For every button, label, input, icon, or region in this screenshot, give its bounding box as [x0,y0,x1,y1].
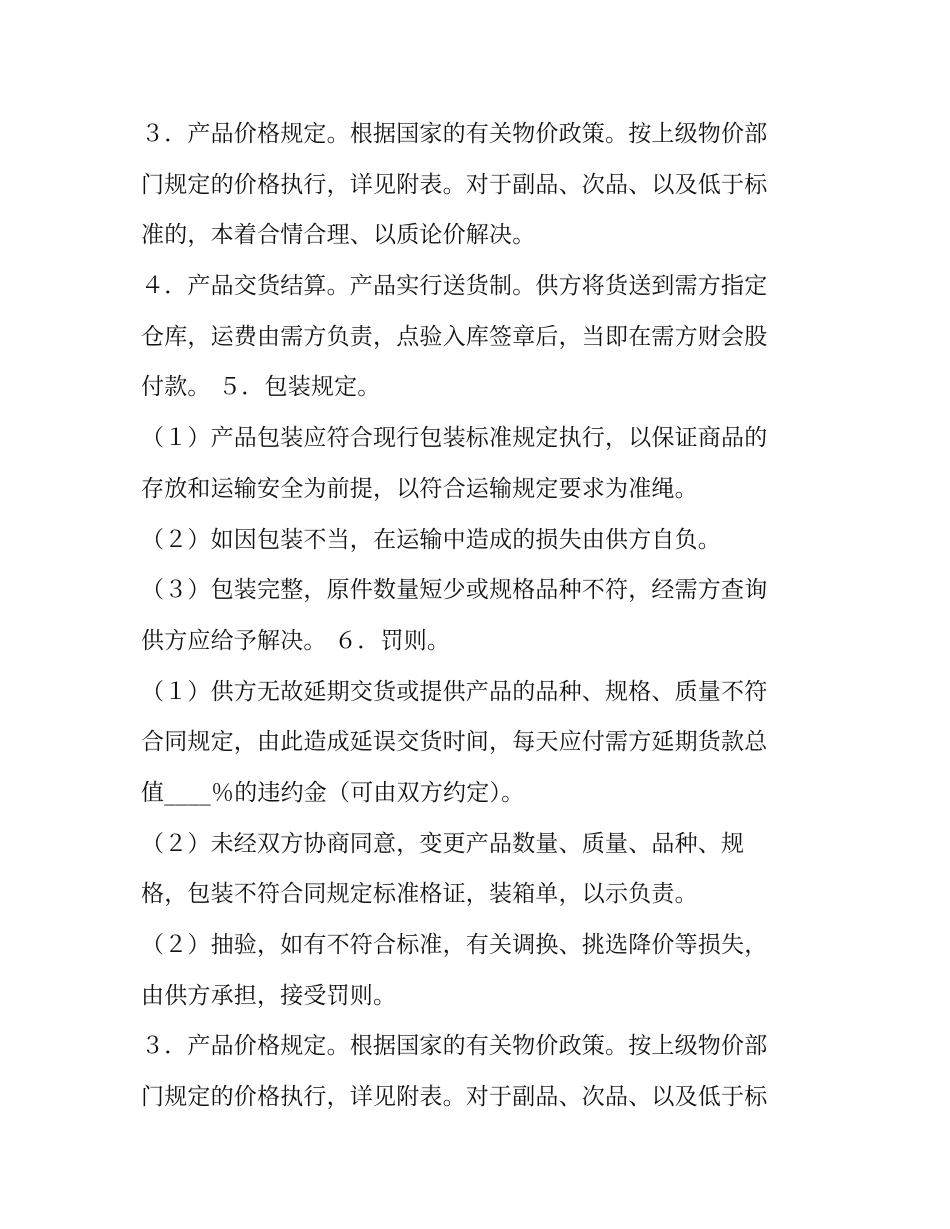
text-line-4: ４．产品交货结算。产品实行送货制。供方将货送到需方指定 [141,273,768,300]
text-line-7: （１）产品包装应符合现行包装标准规定执行，以保证商品的 [141,425,768,452]
text-line-9: （２）如因包装不当，在运输中造成的损失由供方自负。 [141,526,721,553]
text-line-11: 供方应给予解决。 ６．罚则。 [141,627,451,654]
text-line-13: 合同规定，由此造成延误交货时间，每天应付需方延期货款总 [141,729,768,756]
text-line-19: ３．产品价格规定。根据国家的有关物价政策。按上级物价部 [141,1033,768,1060]
text-line-5: 仓库，运费由需方负责，点验入库签章后，当即在需方财会股 [141,323,768,350]
text-line-15: （２）未经双方协商同意，变更产品数量、质量、品种、规 [141,830,745,857]
text-line-2: 门规定的价格执行，详见附表。对于副品、次品、以及低于标 [141,171,768,198]
text-line-18: 由供方承担，接受罚则。 [141,982,397,1009]
text-line-1: ３．产品价格规定。根据国家的有关物价政策。按上级物价部 [141,121,768,147]
text-line-8: 存放和运输安全为前提，以符合运输规定要求为准绳。 [141,475,698,502]
text-line-3: 准的，本着合情合理、以质论价解决。 [141,222,536,249]
text-line-6: 付款。 ５．包装规定。 [141,374,381,401]
text-line-10: （３）包装完整，原件数量短少或规格品种不符，经需方查询 [141,577,768,604]
text-line-12: （１）供方无故延期交货或提供产品的品种、规格、质量不符 [141,678,768,705]
text-line-17: （２）抽验，如有不符合标准，有关调换、挑选降价等损失， [141,932,768,958]
text-line-16: 格，包装不符合同规定标准格证，装箱单，以示负责。 [141,881,698,908]
document-body [141,109,821,1123]
text-line-14: 值____％的违约金（可由双方约定）。 [141,779,525,806]
text-line-20: 门规定的价格执行，详见附表。对于副品、次品、以及低于标 [141,1084,768,1111]
